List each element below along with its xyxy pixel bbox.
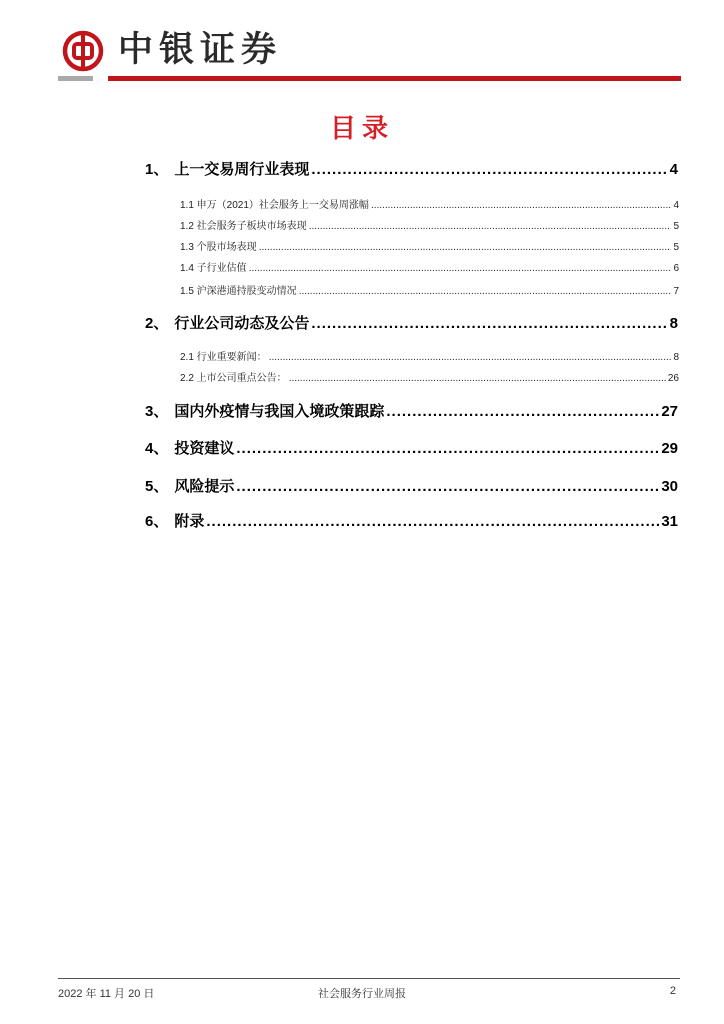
toc-subentry-title: 1.3 个股市场表现 bbox=[180, 242, 257, 253]
dot-leader bbox=[269, 352, 672, 363]
footer-date: 2022 年 11 月 20 日 bbox=[58, 988, 155, 1000]
toc-entry-title: 国内外疫情与我国入境政策跟踪 bbox=[174, 403, 385, 420]
dot-leader bbox=[311, 161, 667, 178]
toc-entry-page: 4 bbox=[669, 161, 678, 178]
toc-entry-page: 30 bbox=[661, 478, 678, 495]
toc-subentry-2-2[interactable] bbox=[180, 369, 679, 383]
toc-entry-2[interactable] bbox=[145, 312, 678, 332]
toc-entry-title: 行业公司动态及公告 bbox=[174, 315, 310, 332]
footer-report-name: 社会服务行业周报 bbox=[318, 988, 406, 1000]
toc-entry-number: 3、 bbox=[145, 403, 169, 420]
toc-subentry-1-2[interactable] bbox=[180, 217, 679, 231]
toc-subentry-page: 5 bbox=[673, 221, 679, 232]
footer-page-number: 2 bbox=[669, 985, 676, 997]
toc-entry-page: 27 bbox=[661, 403, 678, 420]
toc-entry-number: 1、 bbox=[145, 161, 169, 178]
toc-subentry-title: 2.2 上市公司重点公告： bbox=[180, 373, 287, 384]
toc-subentry-title: 1.4 子行业估值 bbox=[180, 263, 247, 274]
dot-leader bbox=[206, 513, 659, 530]
toc-entry-page: 31 bbox=[661, 513, 678, 530]
dot-leader bbox=[289, 373, 666, 384]
toc-subentry-page: 6 bbox=[673, 263, 679, 274]
toc-subentry-title: 2.1 行业重要新闻： bbox=[180, 352, 267, 363]
dot-leader bbox=[259, 242, 672, 253]
toc-entry-number: 5、 bbox=[145, 478, 169, 495]
dot-leader bbox=[309, 221, 672, 232]
toc-entry-number: 6、 bbox=[145, 513, 169, 530]
toc-subentry-1-1[interactable] bbox=[180, 196, 679, 210]
dot-leader bbox=[299, 286, 672, 297]
footer-rule bbox=[58, 978, 680, 979]
toc-subentry-1-3[interactable] bbox=[180, 238, 679, 252]
toc-entry-number: 2、 bbox=[145, 315, 169, 332]
toc-subentry-page: 7 bbox=[673, 286, 679, 297]
dot-leader bbox=[386, 403, 659, 420]
toc-subentry-1-5[interactable] bbox=[180, 282, 679, 296]
toc-entry-title: 风险提示 bbox=[174, 478, 235, 495]
dot-leader bbox=[236, 478, 659, 495]
toc-subentry-title: 1.1 申万（2021）社会服务上一交易周涨幅 bbox=[180, 200, 369, 211]
toc-entry-page: 8 bbox=[669, 315, 678, 332]
toc-subentry-page: 5 bbox=[673, 242, 679, 253]
dot-leader bbox=[249, 263, 672, 274]
toc-subentry-page: 26 bbox=[667, 373, 679, 384]
dot-leader bbox=[371, 200, 672, 211]
bank-of-china-logo-icon bbox=[62, 30, 104, 72]
toc-title: 目录 bbox=[329, 114, 394, 144]
toc-subentry-title: 1.2 社会服务子板块市场表现 bbox=[180, 221, 307, 232]
toc-entry-5[interactable] bbox=[145, 475, 678, 495]
toc-entry-number: 4、 bbox=[145, 440, 169, 457]
toc-subentry-title: 1.5 沪深港通持股变动情况 bbox=[180, 286, 297, 297]
toc-subentry-2-1[interactable] bbox=[180, 348, 679, 362]
toc-entry-title: 附录 bbox=[174, 513, 205, 530]
toc-entry-title: 投资建议 bbox=[174, 440, 235, 457]
toc-entry-3[interactable] bbox=[145, 400, 678, 420]
toc-entry-1[interactable] bbox=[145, 158, 678, 178]
header-rule-red bbox=[108, 76, 681, 81]
toc-subentry-page: 4 bbox=[673, 200, 679, 211]
brand-name: 中银证券 bbox=[118, 29, 283, 70]
toc-entry-6[interactable] bbox=[145, 510, 678, 530]
toc-subentry-page: 8 bbox=[673, 352, 679, 363]
page-header bbox=[0, 0, 724, 90]
toc-entry-4[interactable] bbox=[145, 437, 678, 457]
toc-entry-page: 29 bbox=[661, 440, 678, 457]
header-rule-grey bbox=[58, 76, 93, 81]
toc-entry-title: 上一交易周行业表现 bbox=[174, 161, 310, 178]
dot-leader bbox=[311, 315, 667, 332]
toc-subentry-1-4[interactable] bbox=[180, 259, 679, 273]
dot-leader bbox=[236, 440, 659, 457]
